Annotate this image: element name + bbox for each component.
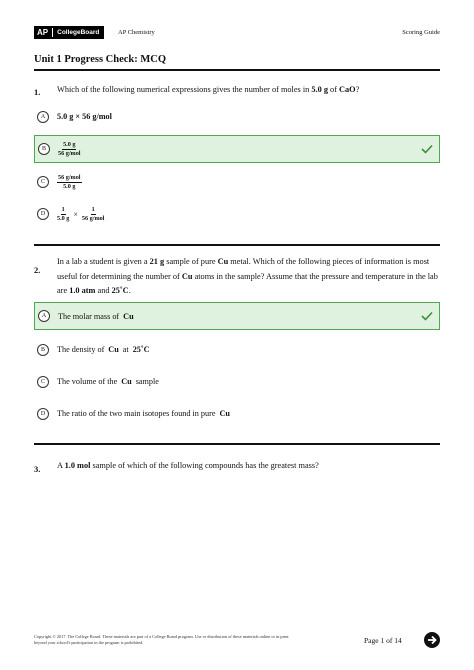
q2-text-part: atoms in the sample? Assume that the pressure and temperature in the lab are <box>57 271 438 295</box>
q2-element: Cu <box>217 257 229 266</box>
option-letter: A <box>37 111 49 123</box>
title-rule <box>34 69 440 71</box>
q2-option-b[interactable] <box>34 341 440 358</box>
fraction-denominator: 5.0 g <box>63 182 76 190</box>
option-text-part: The molar mass of <box>58 311 120 321</box>
q1-option-a[interactable] <box>34 108 440 125</box>
option-letter: B <box>37 344 49 356</box>
question-1-text <box>57 83 440 98</box>
q3-text-part: A <box>57 461 65 470</box>
option-text <box>57 377 159 386</box>
option-text-part: The ratio of the two main isotopes found in pure <box>57 409 216 418</box>
fraction-numerator: 1 <box>91 206 95 213</box>
q2-temperature: 25˚C <box>111 286 129 295</box>
copyright-line: beyond your school's participation in the program is prohibited. <box>34 640 144 645</box>
option-text <box>57 206 104 222</box>
q1-option-c[interactable] <box>34 172 440 192</box>
copyright-notice <box>34 634 314 646</box>
guide-label: Scoring Guide <box>402 29 440 36</box>
question-divider <box>34 244 440 246</box>
question-1-number: 1. <box>34 87 41 97</box>
correct-check-icon <box>421 311 433 321</box>
logo-cb-text: CollegeBoard <box>57 29 100 36</box>
option-text-part: The volume of the <box>57 377 118 386</box>
q2-option-a[interactable] <box>34 302 440 330</box>
fraction <box>57 174 82 190</box>
option-letter: B <box>38 143 50 155</box>
option-element: Cu <box>108 345 119 354</box>
q2-option-d[interactable] <box>34 405 440 422</box>
fraction-denominator: 5.0 g <box>57 214 70 222</box>
q1-text-part: ? <box>355 85 360 94</box>
q1-mass: 5.0 g <box>311 85 328 94</box>
q2-text-part: and <box>95 286 112 295</box>
fraction <box>82 206 105 222</box>
option-text <box>57 409 230 418</box>
subject-label: AP Chemistry <box>118 29 155 36</box>
fraction <box>58 141 81 157</box>
option-text <box>58 141 81 157</box>
fraction-numerator: 1 <box>61 206 65 213</box>
option-text-part: at <box>122 345 129 354</box>
option-letter: C <box>37 376 49 388</box>
option-letter: A <box>38 310 50 322</box>
q2-mass: 21 g <box>149 257 165 266</box>
ap-college-board-logo <box>34 26 104 39</box>
option-text <box>57 345 150 354</box>
option-element: Cu <box>219 409 230 418</box>
fraction-numerator: 56 g/mol <box>58 174 81 181</box>
q1-option-b[interactable] <box>34 135 440 163</box>
q1-text-part: Which of the following numerical expressions gives the number of moles in <box>57 85 312 94</box>
option-text <box>57 174 82 190</box>
option-text-part: The density of <box>57 345 105 354</box>
q1-text-part: of <box>327 85 340 94</box>
next-page-button[interactable] <box>424 632 440 648</box>
question-divider <box>34 443 440 445</box>
q2-option-c[interactable] <box>34 373 440 390</box>
q2-pressure: 1.0 atm <box>69 286 96 295</box>
question-2-text <box>57 255 440 299</box>
option-element: Cu <box>121 377 132 386</box>
question-3-number: 3. <box>34 464 41 474</box>
option-letter: D <box>37 408 49 420</box>
q2-text-part: metal. Which of the following pieces of information is most useful for determining the number of <box>57 257 430 281</box>
q1-option-d[interactable] <box>34 203 440 225</box>
page-title: Unit 1 Progress Check: MCQ <box>34 54 167 65</box>
fraction-denominator: 56 g/mol <box>58 149 81 157</box>
arrow-right-icon <box>424 632 440 648</box>
option-text: 5.0 g × 56 g/mol <box>57 112 112 121</box>
copyright-line: Copyright © 2017. The College Board. These materials are part of a College Board program. Use or distribution of these materials online or in print <box>34 634 289 639</box>
fraction <box>57 206 69 222</box>
question-3-text <box>57 459 440 474</box>
option-text <box>58 312 134 321</box>
fraction-denominator: 56 g/mol <box>81 214 105 222</box>
logo-separator <box>52 28 53 37</box>
q2-text-part: sample of pure <box>164 257 218 266</box>
page-header <box>34 26 440 40</box>
page-number: Page 1 of 14 <box>364 636 402 645</box>
option-temperature: 25˚C <box>132 345 150 354</box>
q2-text-part: . <box>128 286 131 295</box>
fraction-numerator: 5.0 g <box>63 141 76 148</box>
option-text-part: sample <box>135 377 159 386</box>
times-sign: × <box>73 209 78 219</box>
question-2-number: 2. <box>34 265 41 275</box>
q1-compound: CaO <box>339 85 356 94</box>
q3-text-part: sample of which of the following compounds has the greatest mass? <box>90 461 319 470</box>
q2-element: Cu <box>181 271 193 281</box>
option-element: Cu <box>123 311 134 321</box>
q2-text-part: In a lab a student is given a <box>57 257 150 266</box>
logo-ap-text: AP <box>37 28 49 37</box>
correct-check-icon <box>421 144 433 154</box>
option-letter: D <box>37 208 49 220</box>
q3-amount: 1.0 mol <box>64 461 91 470</box>
option-letter: C <box>37 176 49 188</box>
